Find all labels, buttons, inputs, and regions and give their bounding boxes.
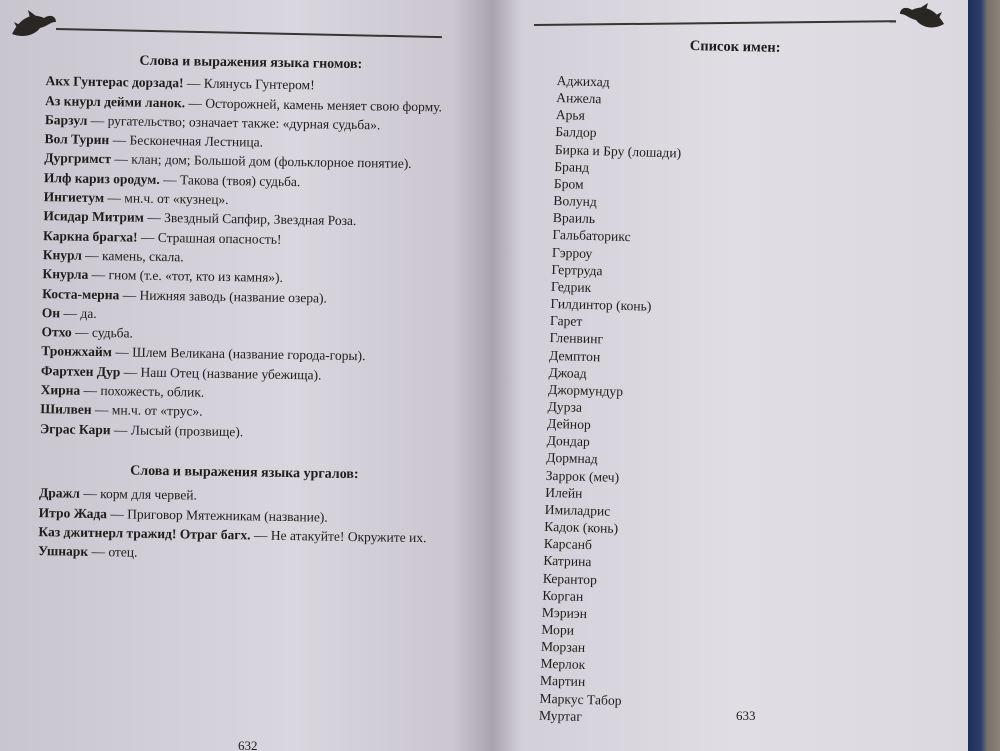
- name-item: Дормнад: [546, 450, 598, 467]
- glossary-term: Аз кнурл дейми ланок.: [45, 92, 186, 110]
- page-number-right: 633: [736, 708, 756, 723]
- name-item: Балдор: [555, 124, 597, 141]
- name-item: Мори: [541, 621, 575, 638]
- page-number-left: 632: [238, 738, 258, 751]
- glossary-term: Тронжхайм: [41, 343, 113, 360]
- glossary-definition: — отец.: [88, 544, 138, 560]
- name-item: Дейнор: [546, 415, 591, 433]
- glossary-term: Коста-мерна: [42, 285, 120, 302]
- glossary-term: Шилвен: [40, 401, 92, 418]
- name-item: Гилдинтор (конь): [550, 295, 652, 314]
- glossary-definition: — мн.ч. от «кузнец».: [103, 190, 229, 208]
- dragon-ornament-icon: [10, 8, 58, 42]
- glossary-term: Дургримст: [44, 150, 112, 167]
- name-item: Имиладрис: [544, 501, 611, 519]
- glossary-term: Барзул: [44, 112, 88, 128]
- glossary-term: Эграс Кари: [39, 420, 111, 437]
- name-item: Илейн: [545, 484, 583, 501]
- glossary-definition: — похожесть, облик.: [80, 382, 205, 400]
- glossary-definition: — Звездный Сапфир, Звездная Роза.: [143, 210, 357, 229]
- name-item: Дурза: [547, 398, 583, 415]
- name-item: Волунд: [553, 193, 598, 210]
- name-item: Гленвинг: [549, 330, 604, 347]
- name-item: Гарет: [549, 313, 583, 329]
- names-list: [539, 72, 817, 731]
- glossary-heading: Слова и выражения языка гномов:: [139, 53, 363, 73]
- glossary-definition: — Нижняя заводь (название озера).: [119, 286, 328, 306]
- dwarf-glossary: [28, 50, 466, 567]
- glossary-definition: — Страшная опасность!: [137, 229, 282, 247]
- glossary-definition: — Не атакуйте! Окружите их.: [250, 527, 427, 546]
- glossary-term: Вол Турин: [44, 131, 110, 148]
- name-item: Карсанб: [543, 536, 593, 553]
- glossary-definition: — Наш Отец (название убежища).: [120, 364, 322, 383]
- glossary-term: Дражл: [38, 485, 81, 501]
- name-item: Гальбаторикс: [552, 227, 631, 245]
- name-item: Муртаг: [538, 707, 583, 724]
- name-item: Керантор: [542, 570, 598, 587]
- name-item: Демптон: [548, 347, 601, 364]
- glossary-definition: — Приговор Мятежникам (название).: [106, 505, 328, 525]
- name-item: Бирка и Бру (лошади): [554, 141, 682, 161]
- glossary-term: Кнурл: [42, 247, 82, 263]
- name-item: Морзан: [540, 638, 586, 656]
- name-item: Гедрик: [550, 278, 592, 295]
- glossary-definition: — клан; дом; Большой дом (фольклорное понятие).: [110, 151, 412, 172]
- name-item: Враиль: [552, 210, 596, 227]
- glossary-definition: — да.: [60, 305, 97, 321]
- glossary-definition: — Клянусь Гунтером!: [183, 75, 315, 93]
- glossary-definition: — Такова (твоя) судьба.: [159, 171, 301, 189]
- name-item: Кадок (конь): [544, 518, 619, 536]
- glossary-term: Отхо: [41, 324, 72, 340]
- glossary-definition: — Осторожней, камень меняет свою форму.: [185, 94, 443, 114]
- glossary-term: Исидар Митрим: [43, 208, 145, 226]
- names-list-title: Список имен:: [689, 38, 781, 56]
- glossary-term: Итро Жада: [38, 504, 108, 521]
- header-rule: [56, 28, 442, 38]
- glossary-term: Акх Гунтерас дорзада!: [45, 73, 184, 91]
- name-item: Заррок (меч): [545, 467, 620, 485]
- glossary-definition: — Лысый (прозвище).: [110, 421, 244, 439]
- book-cover-edge: [968, 0, 1000, 751]
- name-item: Гертруда: [551, 261, 603, 279]
- glossary-definition: — гном (т.е. «тот, кто из камня»).: [88, 267, 284, 286]
- name-item: Дондар: [546, 433, 590, 450]
- glossary-term: Ингиетум: [43, 189, 105, 206]
- name-item: Анжела: [556, 90, 602, 107]
- glossary-definition: — ругательство; означает также: «дурная судьба».: [87, 112, 381, 133]
- glossary-definition: — мн.ч. от «трус».: [91, 402, 203, 420]
- glossary-definition: — Шлем Великана (название города-горы).: [111, 344, 366, 364]
- glossary-term: Фартхен Дур: [40, 362, 121, 380]
- name-item: Гэрроу: [551, 244, 593, 261]
- name-item: Корган: [542, 587, 584, 604]
- name-item: Джормундур: [547, 381, 624, 399]
- glossary-term: Хирна: [40, 382, 81, 398]
- name-item: Мартин: [539, 673, 586, 690]
- glossary-term: Он: [41, 304, 61, 321]
- glossary-definition: — корм для червей.: [79, 485, 198, 503]
- urgal-glossary-heading: Слова и выражения языка ургалов:: [130, 463, 359, 483]
- glossary-term: Каркна брагха!: [42, 227, 138, 245]
- glossary-term: Кнурла: [42, 266, 89, 283]
- name-item: Аджихад: [556, 72, 610, 90]
- name-item: Арья: [555, 107, 586, 124]
- name-item: Катрина: [543, 553, 592, 570]
- glossary-term: Илф кариз ородум.: [43, 169, 160, 187]
- left-page: [0, 0, 492, 751]
- name-item: Мэриэн: [541, 604, 588, 621]
- glossary-definition: — камень, скала.: [81, 247, 184, 265]
- name-item: Бранд: [554, 158, 590, 175]
- glossary-term: Ушнарк: [38, 543, 89, 560]
- name-item: Маркус Табор: [539, 690, 622, 708]
- glossary-definition: — Бесконечная Лестница.: [109, 132, 264, 150]
- name-item: Мерлок: [540, 656, 586, 673]
- name-item: Бром: [553, 175, 584, 192]
- dragon-ornament-right-icon: [896, 2, 946, 32]
- glossary-definition: — судьба.: [71, 324, 134, 341]
- glossary-term: Каз джитнерл тражид! Отраг багх.: [38, 523, 251, 543]
- name-item: Джоад: [548, 364, 587, 381]
